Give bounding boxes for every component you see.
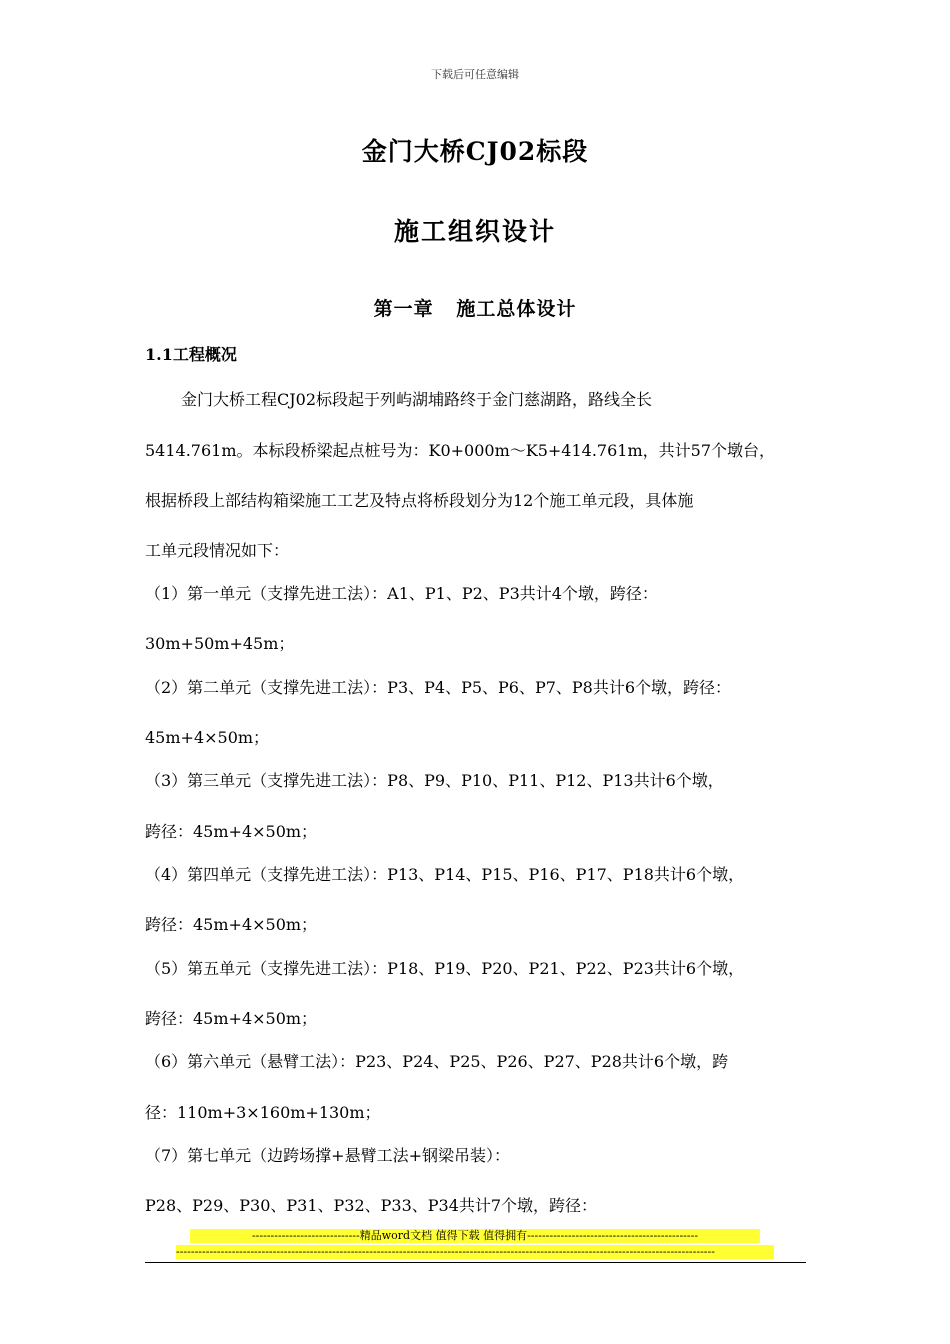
section-heading: 1.1工程概况 bbox=[145, 345, 237, 364]
list-item-continuation: 径：110m+3×160m+130m； bbox=[145, 1103, 381, 1122]
list-item: （2）第二单元（支撑先进工法）：P3、P4、P5、P6、P7、P8共计6个墩，跨径： bbox=[145, 678, 732, 697]
list-item: （7）第七单元（边跨场撑+悬臂工法+钢梁吊装）： bbox=[145, 1146, 510, 1165]
list-item: （6）第六单元（悬臂工法）：P23、P24、P25、P26、P27、P28共计6个墩，跨 bbox=[145, 1052, 729, 1071]
list-item-continuation: 跨径：45m+4×50m； bbox=[145, 915, 318, 934]
list-item: （1）第一单元（支撑先进工法）：A1、P1、P2、P3共计4个墩，跨径： bbox=[145, 584, 658, 603]
list-item: （3）第三单元（支撑先进工法）：P8、P9、P10、P11、P12、P13共计6个墩， bbox=[145, 771, 724, 790]
paragraph-line: 5414.761m。本标段桥梁起点桩号为：K0+000m～K5+414.761m，共计57个墩台， bbox=[145, 441, 776, 460]
document-subtitle: 施工组织设计 bbox=[393, 217, 556, 246]
paragraph-line: 金门大桥工程CJ02标段起于列屿湖埔路终于金门慈湖路，路线全长 bbox=[181, 390, 653, 409]
list-item: （4）第四单元（支撑先进工法）：P13、P14、P15、P16、P17、P18共计6个墩， bbox=[145, 865, 745, 884]
paragraph-line: 工单元段情况如下： bbox=[145, 541, 290, 560]
footer-banner: -----------------------------精品word文档 值得下载 值得拥有---------------------------------------------- bbox=[190, 1229, 760, 1243]
footer-rule bbox=[145, 1262, 806, 1263]
list-item-continuation: 跨径：45m+4×50m； bbox=[145, 1009, 318, 1028]
footer-banner-dashes: ------------------------------------------------------------------------------------------------------------------------------------------------- bbox=[176, 1245, 774, 1259]
header-note: 下载后可任意编辑 bbox=[431, 68, 519, 81]
chapter-heading: 第一章 施工总体设计 bbox=[373, 298, 577, 320]
list-item: （5）第五单元（支撑先进工法）：P18、P19、P20、P21、P22、P23共计6个墩， bbox=[145, 959, 745, 978]
list-item-continuation: P28、P29、P30、P31、P32、P33、P34共计7个墩，跨径： bbox=[145, 1196, 598, 1215]
paragraph-line: 根据桥段上部结构箱梁施工工艺及特点将桥段划分为12个施工单元段，具体施 bbox=[145, 491, 694, 510]
list-item-continuation: 跨径：45m+4×50m； bbox=[145, 822, 318, 841]
list-item-continuation: 30m+50m+45m； bbox=[145, 634, 295, 653]
document-title: 金门大桥CJ02标段 bbox=[361, 137, 589, 166]
list-item-continuation: 45m+4×50m； bbox=[145, 728, 270, 747]
